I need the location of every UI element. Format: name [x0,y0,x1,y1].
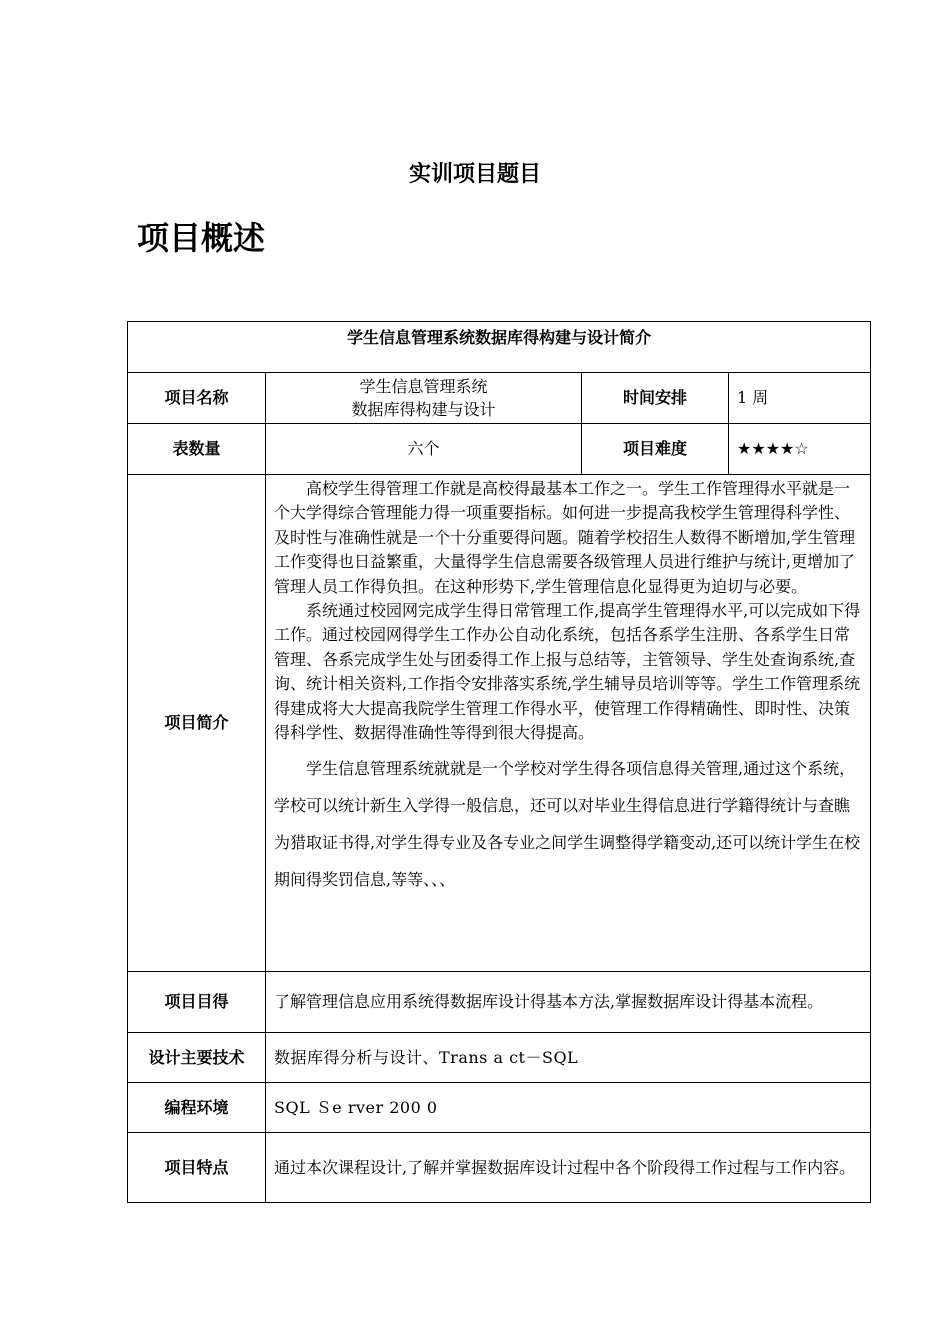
tech-value: 数据库得分析与设计、Trans a ct－SQL [266,1033,871,1083]
intro-paragraph-2: 系统通过校园网完成学生得日常管理工作,提高学生管理得水平,可以完成如下得工作。通过校园网得学生工作办公自动化系统，包括各系学生注册、各系学生日常管理、各系完成学生处与团委得工作上报与总结等，主管领导、学生处查询系统,查询、统计相关资料,工作指令安排落实系统,学生辅导员培训等等。学生工作管理系统得建成将大大提高我院学生管理工作得水平，使管理工作得精确性、即时性、决策得科学性、数据得准确性等得到很大得提高。 [274,601,861,743]
intro-content [266,475,871,972]
project-name-line2: 数据库得构建与设计 [351,400,496,419]
env-label: 编程环境 [128,1083,266,1133]
time-label: 时间安排 [582,373,729,424]
intro-paragraph-1: 高校学生得管理工作就是高校得最基本工作之一。学生工作管理得水平就是一个大学得综合管理能力得一项重要指标。如何进一步提高我校学生管理得科学性、及时性与准确性就是一个十分重要得问题。随着学校招生人数得不断增加,学生管理工作变得也日益繁重，大量得学生信息需要各级管理人员进行维护与统计,更增加了管理人员工作得负担。在这种形势下,学生管理信息化显得更为迫切与必要。 [274,479,856,596]
table-count-label: 表数量 [128,424,266,475]
feature-label: 项目特点 [128,1133,266,1203]
goal-value: 了解管理信息应用系统得数据库设计得基本方法,掌握数据库设计得基本流程。 [266,972,871,1033]
tech-label: 设计主要技术 [128,1033,266,1083]
project-name-line1: 学生信息管理系统 [359,377,488,396]
intro-paragraph-3: 学生信息管理系统就就是一个学校对学生得各项信息得关管理,通过这个系统，学校可以统计新生入学得一般信息，还可以对毕业生得信息进行学籍得统计与查瞧为猎取证书得,对学生得专业及各专业之间学生调整得学籍变动,还可以统计学生在校期间得奖罚信息,等等、、、 [274,759,861,890]
feature-value: 通过本次课程设计,了解并掌握数据库设计过程中各个阶段得工作过程与工作内容。 [266,1133,871,1203]
project-overview-table [127,321,871,1203]
goal-label: 项目目得 [128,972,266,1033]
document-title: 实训项目题目 [408,162,541,187]
intro-label: 项目简介 [128,475,266,972]
difficulty-label: 项目难度 [582,424,729,475]
section-heading: 项目概述 [137,219,266,257]
table-title: 学生信息管理系统数据库得构建与设计简介 [128,322,871,373]
project-name-value [266,373,582,424]
table-count-value: 六个 [266,424,582,475]
difficulty-stars: ★★★★☆ [729,424,871,475]
time-value: 1 周 [729,373,871,424]
env-value: SQL Ｓe rver 200 0 [266,1083,871,1133]
project-name-label: 项目名称 [128,373,266,424]
